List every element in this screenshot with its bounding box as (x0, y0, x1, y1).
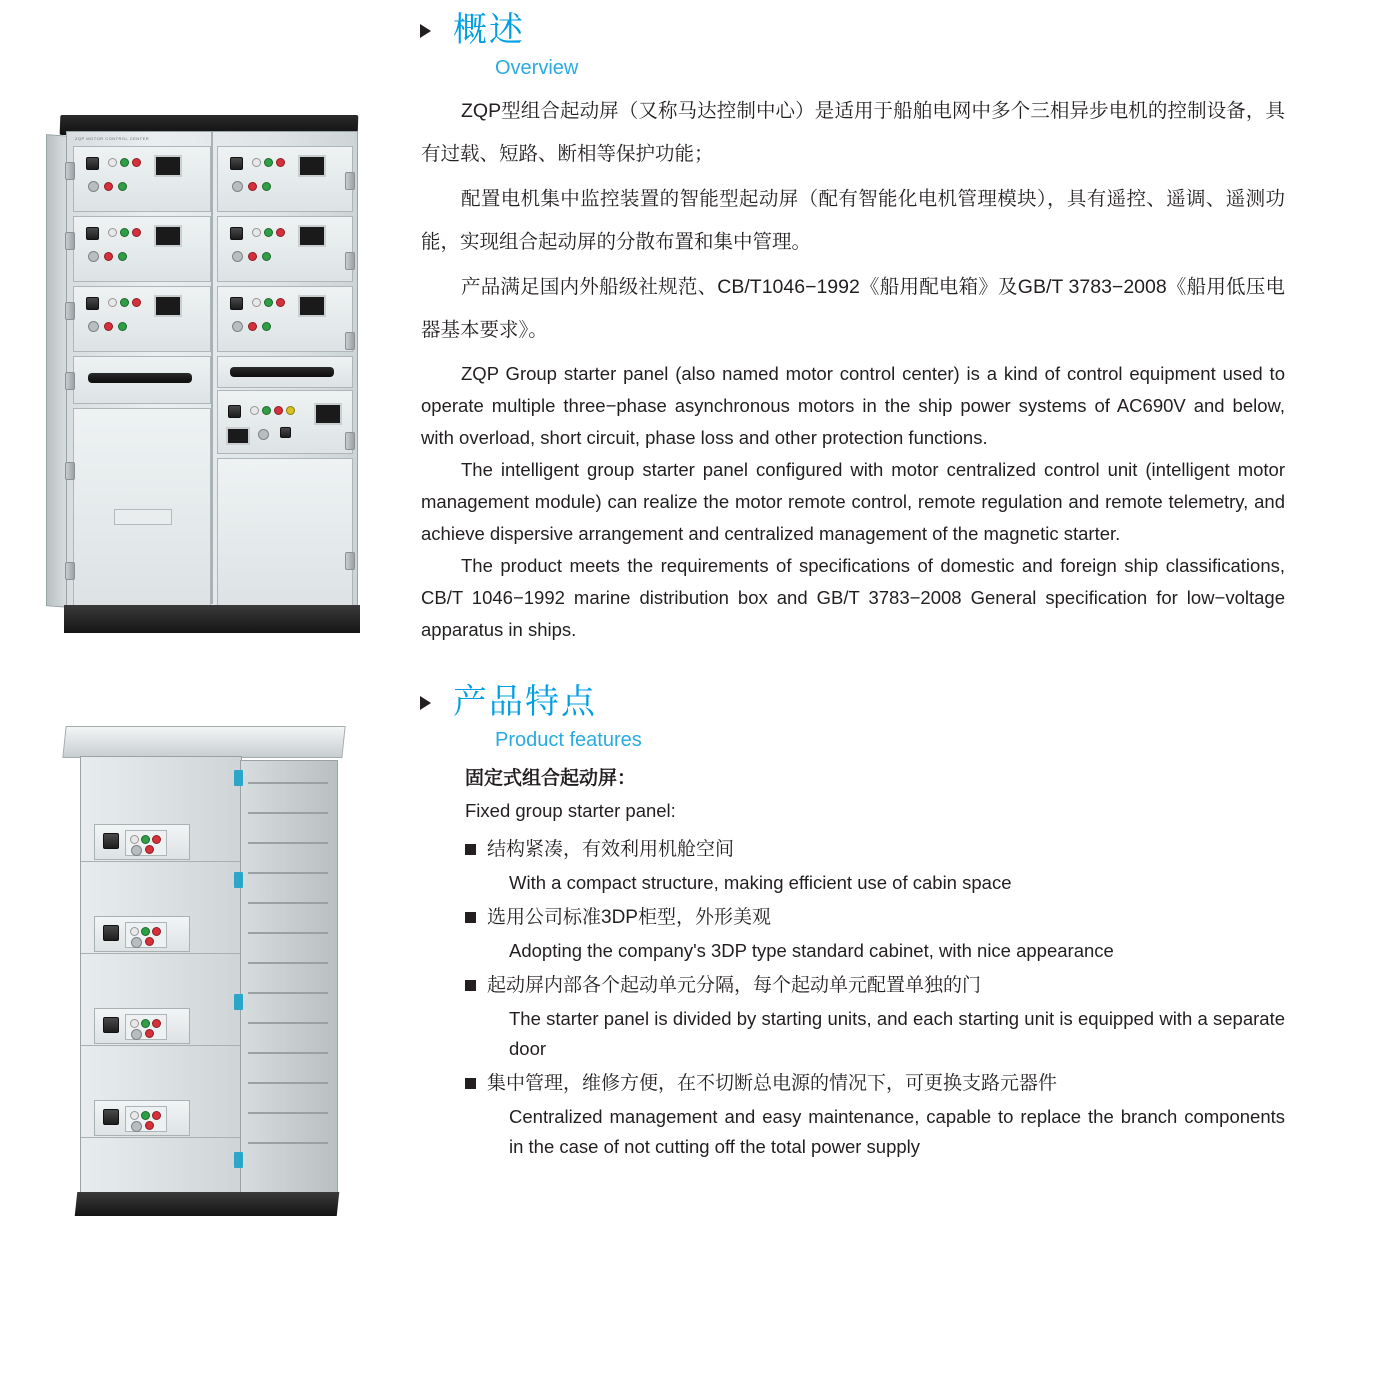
overview-paragraph-en: The intelligent group starter panel configured with motor centralized control unit (intelligent motor management module) can realize the motor remote control, remote regulation and remote telemetry, and achieve dispersive arrangement and centralized management of the magnetic starter. (421, 459, 1285, 544)
feature-text-cn: 集中管理，维修方便，在不切断总电源的情况下，可更换支路元器件 (487, 1073, 1058, 1094)
cabinet-roof (62, 726, 345, 758)
push-button (131, 845, 142, 856)
indicator-lamp-white (108, 298, 117, 307)
overview-paragraph-cn: 配置电机集中监控装置的智能型起动屏（配有智能化电机管理模块），具有遥控、遥调、遥测功能，实现组合起动屏的分散布置和集中管理。 (421, 188, 1285, 253)
panel-divider (81, 861, 241, 862)
overview-paragraph-en: ZQP Group starter panel (also named motor control center) is a kind of control equipment used to operate multiple three−phase asynchronous motors in the ship power systems of AC690V and below, with overload, short circuit, phase loss and other protection functions. (421, 363, 1285, 448)
feature-text-cn: 选用公司标准3DP柜型，外形美观 (487, 907, 771, 928)
push-button (258, 429, 269, 440)
push-button (232, 251, 243, 262)
starter-unit-cell (73, 216, 211, 282)
cabinet-side-face (240, 760, 338, 1194)
indicator-lamp-red (248, 182, 257, 191)
indicator-lamp-red (132, 158, 141, 167)
latch-tab (234, 770, 243, 786)
vent-slot (248, 1082, 328, 1084)
indicator-lamp-green (264, 228, 273, 237)
selector-knob-small (280, 427, 291, 438)
selector-knob (230, 157, 243, 170)
cabinet-base (64, 605, 360, 633)
cabinet-column-divider (211, 132, 213, 604)
section-title-en: Product features (495, 729, 642, 751)
starter-unit-cell (217, 216, 353, 282)
door-hinge (65, 162, 75, 180)
section-title-cn: 概述 (453, 11, 525, 49)
vent-slot (248, 902, 328, 904)
indicator-lamp-red (152, 1019, 161, 1028)
indicator-lamp-red (152, 927, 161, 936)
indicator-lamp-white (108, 158, 117, 167)
indicator-lamp-white (108, 228, 117, 237)
indicator-lamp-green (141, 1019, 150, 1028)
panel-divider (81, 1045, 241, 1046)
indicator-lamp-green (118, 182, 127, 191)
selector-knob (103, 1017, 119, 1033)
indicator-lamp-white (252, 158, 261, 167)
panel-meter (154, 295, 182, 317)
starter-unit-panel (94, 1008, 190, 1044)
indicator-lamp-red (132, 228, 141, 237)
starter-unit-cell (217, 286, 353, 352)
overview-body (415, 90, 1285, 646)
door-nameplate (114, 509, 172, 525)
control-unit-cell (217, 390, 353, 454)
overview-paragraph-cn: ZQP型组合起动屏（又称马达控制中心）是适用于船舶电网中多个三相异步电机的控制设备，具有过载、短路、断相等保护功能； (421, 100, 1285, 165)
triangle-bullet-icon (420, 696, 431, 710)
door-hinge (65, 462, 75, 480)
indicator-lamp-white (252, 228, 261, 237)
panel-meter (298, 225, 326, 247)
drawer-handle (88, 373, 192, 383)
indicator-lamp-red (248, 322, 257, 331)
selector-knob (103, 925, 119, 941)
door-hinge (345, 432, 355, 450)
indicator-lamp-red (145, 845, 154, 854)
starter-unit-cell (73, 286, 211, 352)
image-column (0, 0, 400, 1379)
section-title-en: Overview (495, 57, 579, 79)
features-list (421, 832, 1285, 1162)
vent-slot (248, 1112, 328, 1114)
vent-slot (248, 842, 328, 844)
push-button (232, 321, 243, 332)
starter-unit-panel (94, 1100, 190, 1136)
feature-text-en: The starter panel is divided by starting units, and each starting unit is equipped with a separate door (509, 1008, 1285, 1059)
vent-slot (248, 812, 328, 814)
starter-unit-panel (94, 824, 190, 860)
indicator-lamp-green (264, 298, 273, 307)
photo-group-starter-panel-front (38, 105, 378, 645)
indicator-lamp-green (120, 228, 129, 237)
door-hinge (65, 302, 75, 320)
photo-group-starter-panel-angle (58, 712, 368, 1242)
vent-slot (248, 932, 328, 934)
selector-knob (86, 157, 99, 170)
indicator-group (125, 922, 167, 948)
cabinet-door-lower (217, 458, 353, 606)
feature-text-en: With a compact structure, making efficient use of cabin space (509, 872, 1012, 893)
section-title-cn: 产品特点 (453, 683, 597, 721)
indicator-lamp-green (262, 406, 271, 415)
square-bullet-icon (465, 912, 476, 923)
list-item (465, 900, 1285, 966)
content-column (415, 0, 1285, 1164)
selector-knob (86, 297, 99, 310)
indicator-lamp-red (248, 252, 257, 261)
panel-meter (314, 403, 342, 425)
features-subtitle-cn: 固定式组合起动屏： (465, 768, 637, 789)
panel-meter (154, 225, 182, 247)
door-hinge (65, 562, 75, 580)
indicator-lamp-red (104, 322, 113, 331)
section-header-overview (415, 10, 1285, 82)
square-bullet-icon (465, 980, 476, 991)
indicator-lamp-red (132, 298, 141, 307)
starter-unit-panel (94, 916, 190, 952)
cabinet-door-lower (73, 408, 211, 606)
indicator-lamp-red (276, 158, 285, 167)
push-button (88, 251, 99, 262)
indicator-lamp-white (252, 298, 261, 307)
cabinet-nameplate-text: ZQP MOTOR CONTROL CENTER (75, 136, 150, 141)
selector-knob (230, 227, 243, 240)
door-hinge (345, 552, 355, 570)
cabinet-drawer (73, 356, 211, 404)
door-hinge (65, 232, 75, 250)
feature-text-en: Centralized management and easy maintenance, capable to replace the branch components in the case of not cutting off the total power supply (509, 1106, 1285, 1157)
push-button (88, 181, 99, 192)
selector-knob (230, 297, 243, 310)
indicator-lamp-green (118, 322, 127, 331)
indicator-lamp-red (152, 1111, 161, 1120)
drawer-handle (230, 367, 334, 377)
indicator-lamp-red (145, 1029, 154, 1038)
indicator-lamp-yellow (286, 406, 295, 415)
indicator-group (125, 830, 167, 856)
indicator-lamp-white (250, 406, 259, 415)
indicator-lamp-green (141, 927, 150, 936)
overview-paragraph-en: The product meets the requirements of specifications of domestic and foreign ship classifications, CB/T 1046−1992 marine distribution box and GB/T 3783−2008 General specification for low−voltage apparatus in ships. (421, 555, 1285, 640)
indicator-lamp-red (276, 298, 285, 307)
panel-divider (81, 953, 241, 954)
vent-slot (248, 782, 328, 784)
vent-slot (248, 1052, 328, 1054)
starter-unit-cell (73, 146, 211, 212)
selector-knob (103, 1109, 119, 1125)
panel-divider (81, 1137, 241, 1138)
vent-slot (248, 1022, 328, 1024)
door-hinge (345, 252, 355, 270)
cabinet-base (75, 1192, 340, 1216)
square-bullet-icon (465, 844, 476, 855)
push-button (232, 181, 243, 192)
panel-meter (298, 155, 326, 177)
list-item (465, 832, 1285, 898)
selector-knob (86, 227, 99, 240)
door-hinge (345, 332, 355, 350)
indicator-lamp-white (130, 835, 139, 844)
indicator-lamp-green (118, 252, 127, 261)
cabinet-drawer (217, 356, 353, 388)
selector-knob (228, 405, 241, 418)
vent-slot (248, 872, 328, 874)
vent-slot (248, 1142, 328, 1144)
door-hinge (345, 172, 355, 190)
features-subtitle-en: Fixed group starter panel: (465, 800, 676, 821)
overview-paragraph-cn: 产品满足国内外船级社规范、CB/T1046−1992《船用配电箱》及GB/T 3783−2008《船用低压电器基本要求》。 (421, 276, 1285, 341)
triangle-bullet-icon (420, 24, 431, 38)
push-button (88, 321, 99, 332)
indicator-lamp-red (145, 1121, 154, 1130)
vent-slot (248, 962, 328, 964)
feature-text-cn: 起动屏内部各个起动单元分隔，每个起动单元配置单独的门 (487, 975, 982, 996)
indicator-lamp-red (152, 835, 161, 844)
latch-tab (234, 994, 243, 1010)
starter-unit-cell (217, 146, 353, 212)
panel-meter (154, 155, 182, 177)
latch-tab (234, 1152, 243, 1168)
indicator-lamp-red (145, 937, 154, 946)
latch-tab (234, 872, 243, 888)
features-body (415, 762, 1285, 1162)
indicator-lamp-green (262, 252, 271, 261)
selector-knob (103, 833, 119, 849)
push-button (131, 937, 142, 948)
list-item (465, 1066, 1285, 1162)
indicator-lamp-green (120, 298, 129, 307)
indicator-lamp-white (130, 927, 139, 936)
indicator-lamp-green (120, 158, 129, 167)
cabinet-body (66, 131, 358, 611)
push-button (131, 1029, 142, 1040)
feature-text-en: Adopting the company's 3DP type standard cabinet, with nice appearance (509, 940, 1114, 961)
door-hinge (65, 372, 75, 390)
square-bullet-icon (465, 1078, 476, 1089)
indicator-lamp-red (104, 182, 113, 191)
indicator-lamp-green (141, 1111, 150, 1120)
vent-slot (248, 992, 328, 994)
indicator-group (125, 1106, 167, 1132)
indicator-lamp-green (264, 158, 273, 167)
indicator-group (125, 1014, 167, 1040)
indicator-lamp-red (274, 406, 283, 415)
indicator-lamp-red (276, 228, 285, 237)
section-header-product-features (415, 682, 1285, 754)
indicator-lamp-white (130, 1111, 139, 1120)
indicator-lamp-green (141, 835, 150, 844)
indicator-lamp-red (104, 252, 113, 261)
indicator-lamp-green (262, 322, 271, 331)
indicator-lamp-green (262, 182, 271, 191)
panel-meter-small (226, 427, 250, 445)
list-item (465, 968, 1285, 1064)
feature-text-cn: 结构紧凑，有效利用机舱空间 (487, 839, 735, 860)
indicator-lamp-white (130, 1019, 139, 1028)
panel-meter (298, 295, 326, 317)
push-button (131, 1121, 142, 1132)
